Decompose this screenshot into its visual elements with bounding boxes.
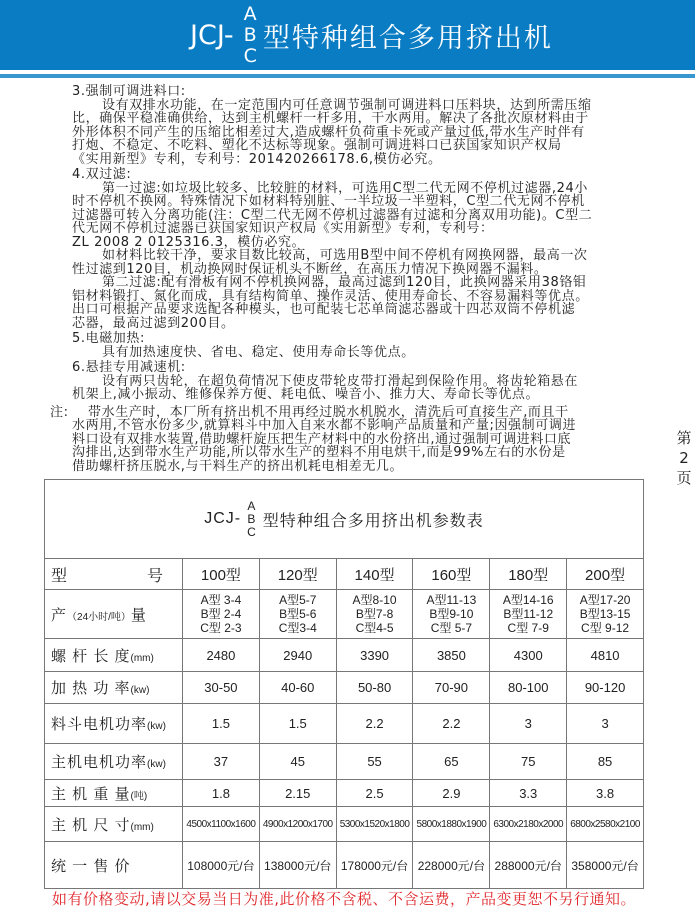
page-number [676, 428, 692, 488]
table-row [45, 559, 644, 590]
paragraph-line: 外形体积不同产生的压缩比相差过大,造成螺杆负荷重卡死或产量过低,带水生产时伴有 [72, 124, 585, 140]
table-cell: 358000元/台 [567, 842, 644, 889]
table-row [45, 780, 644, 807]
cell-line: B型5-6 [279, 607, 317, 621]
table-cell [567, 590, 644, 639]
cell-line: C型4-5 [355, 621, 394, 635]
title-variants [244, 4, 257, 67]
table-cell [183, 590, 260, 639]
section [72, 85, 652, 166]
variant-c: C [243, 44, 257, 67]
section [72, 168, 652, 330]
table-cell: 30-50 [183, 672, 260, 704]
row-label-unit: (mm) [130, 821, 154, 833]
paragraph-line: 性过滤到120目，机动换网时保证机头不断丝，在高压力情况下换网器不漏料。 [72, 261, 548, 277]
table-title-text: 型特种组合多用挤出机参数表 [262, 512, 484, 530]
table-cell: 200型 [567, 559, 644, 590]
paragraph-line: 具有加热速度快、省电、稳定、使用寿命长等优点。 [102, 344, 415, 360]
row-label-text: 加 热 功 率 [51, 680, 131, 697]
table-cell: 3 [567, 704, 644, 744]
table-cell: 90-120 [567, 672, 644, 704]
table-cell: 4900x1200x1700 [259, 807, 336, 842]
cell-line: A型11-13 [426, 593, 477, 607]
table-cell: 5300x1520x1800 [336, 807, 413, 842]
table-row [45, 704, 644, 744]
table-cell: 228000元/台 [413, 842, 490, 889]
table-cell [259, 590, 336, 639]
table-cell: 37 [183, 744, 260, 780]
paragraph-line: 过滤器可转入分离功能(注：C型二代无网不停机过滤器有过滤和分离双用功能)。C型二 [72, 207, 593, 223]
row-label-text: 主 机 尺 寸 [51, 816, 131, 834]
paragraph-line: 比，确保平稳准确供给，达到主机螺杆一杆多用，干水两用。解决了各批次原材料由于 [72, 111, 589, 126]
table-cell [490, 590, 567, 639]
table-cell: 1.5 [259, 704, 336, 744]
cell-line: A型 3-4 [200, 593, 242, 607]
parameter-table [44, 479, 644, 889]
variant-b: B [247, 511, 257, 526]
cell-line: B型9-10 [429, 607, 474, 621]
row-label-unit: (kw) [147, 721, 166, 732]
paragraph-line: 打炮、不稳定、不吃料、塑化不达标等现象。强制可调进料口已获国家知识产权局 [72, 138, 562, 153]
section-heading: 6.悬挂专用减速机: [72, 360, 186, 375]
table-cell: 4810 [567, 639, 644, 672]
table-cell: 2940 [259, 639, 336, 672]
table-cell: 80-100 [490, 672, 567, 704]
row-label-text: 产 [51, 606, 68, 624]
paragraph-line: 铝材料锻打、氮化而成，具有结构简单、操作灵活、使用寿命长、不容易漏料等优点。 [72, 288, 589, 304]
row-label-unit: (kw) [147, 759, 166, 770]
note-label: 注: [50, 404, 69, 420]
variant-a: A [247, 498, 257, 513]
table-cell: 55 [336, 744, 413, 780]
divider [0, 74, 695, 78]
table-cell: 2.2 [336, 704, 413, 744]
table-cell: 45 [259, 744, 336, 780]
paragraph-line: 代无网不停机过滤器已获国家知识产权局《实用新型》专利，专利号： [72, 221, 494, 236]
paragraph-line: ZL 2008 2 0125316.3，模仿必究。 [72, 234, 306, 250]
table-row [45, 672, 644, 704]
row-label [45, 807, 183, 842]
row-label-unit: (吨) [130, 790, 148, 802]
table-cell: 85 [567, 744, 644, 780]
paragraph-line: 时不停机不换网。特殊情况下如材料特别脏、一半垃圾一半塑料，C型二代无网不停机 [72, 194, 585, 209]
note-line: 带水生产时，本厂所有挤出机不用再经过脱水机脱水，清洗后可直接生产,而且干 [88, 404, 569, 420]
price-warning: 如有价格变动,请以交易当日为准,此价格不含税、不含运费，产品变更恕不另行通知。 [52, 890, 637, 908]
table-cell: 75 [490, 744, 567, 780]
paragraph-line: 出口可根据产品要求选配各种模头，也可配装七芯单筒滤芯器或十四芯双筒不停机滤 [72, 302, 576, 317]
table-cell: 6800x2580x2100 [567, 807, 644, 842]
paragraph-line: 芯器，最高过滤到200目。 [72, 315, 235, 331]
cell-line: A型8-10 [352, 593, 397, 607]
table-cell: 2.9 [413, 780, 490, 807]
table-title [45, 480, 644, 559]
row-label-text: 型 号 [51, 567, 164, 585]
table-cell: 6300x2180x2000 [490, 807, 567, 842]
cell-line: C型 7-9 [507, 621, 549, 635]
row-label-text: 主机电机功率 [51, 754, 148, 771]
table-row [45, 807, 644, 842]
table-cell: 138000元/台 [259, 842, 336, 889]
variant-a: A [243, 2, 257, 25]
table-cell: 108000元/台 [183, 842, 260, 889]
row-label [45, 639, 183, 672]
page-prefix: 第 [676, 429, 692, 447]
table-cell: 3 [490, 704, 567, 744]
table-title-variants [247, 500, 257, 539]
row-label-unit: (mm) [130, 652, 154, 664]
note-line: 水两用,不管水份多少,就算料斗中加入自来水都不影响产品质量和产量;因强制可调进 [72, 418, 577, 433]
cell-line: A型14-16 [502, 593, 554, 607]
cell-line: C型3-4 [278, 621, 317, 635]
row-label [45, 744, 183, 780]
table-title-prefix: JCJ- [204, 510, 242, 527]
row-label-text2: 量 [130, 606, 147, 624]
title-text: 型特种组合多用挤出机 [262, 22, 553, 54]
paragraph-line: 机架上,减小振动、维修保养方便、耗电低、噪音小、推力大、寿命长等优点。 [72, 387, 540, 402]
paragraph-line: 第一过滤:如垃圾比较多、比较脏的材料，可选用C型二代无网不停机过滤器,24小 [102, 180, 588, 196]
table-cell: 180型 [490, 559, 567, 590]
section-heading: 4.双过滤: [72, 167, 132, 182]
paragraph-line: 设有两只齿轮，在超负荷情况下使皮带轮皮带打滑起到保险作用。将齿轮箱悬在 [102, 373, 579, 389]
row-label [45, 780, 183, 807]
page-content [0, 83, 695, 908]
table-cell: 178000元/台 [336, 842, 413, 889]
paragraph-line: 设有双排水功能，在一定范围内可任意调节强制可调进料口压料块，达到所需压缩 [102, 97, 592, 113]
row-label [45, 559, 183, 590]
table-cell: 140型 [336, 559, 413, 590]
cell-line: A型17-20 [579, 593, 631, 607]
row-label [45, 842, 183, 889]
table-cell: 65 [413, 744, 490, 780]
row-label-unit: (kw) [130, 685, 150, 696]
table-cell [336, 590, 413, 639]
row-label [45, 590, 183, 639]
title-prefix: JCJ- [190, 19, 234, 51]
row-label [45, 704, 183, 744]
table-cell: 4500x1100x1600 [183, 807, 260, 842]
header-banner [0, 0, 695, 70]
table-row [45, 639, 644, 672]
page-suffix: 页 [676, 469, 692, 487]
table-cell: 2.15 [259, 780, 336, 807]
table-cell: 3.8 [567, 780, 644, 807]
table-cell: 2.2 [413, 704, 490, 744]
variant-b: B [243, 23, 257, 46]
cell-line: B型7-8 [355, 607, 394, 621]
row-label-text: 统 一 售 价 [51, 857, 131, 875]
table-cell: 4300 [490, 639, 567, 672]
cell-line: C型 5-7 [430, 621, 473, 635]
table-cell: 3390 [336, 639, 413, 672]
table-cell: 3.3 [490, 780, 567, 807]
table-row [45, 842, 644, 889]
cell-line: B型 2-4 [200, 607, 242, 621]
note [50, 406, 695, 474]
paragraph-line: 如材料比较干净，要求目数比较高，可选用B型中间不停机有网换网器，最高一次 [102, 248, 588, 263]
page-title [190, 0, 553, 70]
table-row [45, 744, 644, 780]
table-cell: 2480 [183, 639, 260, 672]
table-cell: 50-80 [336, 672, 413, 704]
section-heading: 3.强制可调进料口: [72, 84, 186, 99]
row-label-text: 主 机 重 量 [51, 785, 131, 803]
table-row [45, 590, 644, 639]
paragraph-line: 第二过滤:配有滑板有网不停机换网器，最高过滤到120目，此换网器采用38铬钼 [102, 275, 587, 290]
row-label-unit: （24小时/吨） [67, 611, 131, 623]
row-label-text: 螺 杆 长 度 [51, 647, 131, 665]
table-cell: 5800x1880x1900 [413, 807, 490, 842]
section-heading: 5.电磁加热: [72, 331, 145, 346]
table-cell: 70-90 [413, 672, 490, 704]
cell-line: B型13-15 [579, 607, 631, 621]
table-cell: 120型 [259, 559, 336, 590]
table-cell: 3850 [413, 639, 490, 672]
page-value: 2 [679, 449, 689, 467]
variant-c: C [247, 524, 257, 539]
section [72, 332, 652, 359]
table-cell [413, 590, 490, 639]
table-cell: 288000元/台 [490, 842, 567, 889]
cell-line: B型11-12 [503, 607, 554, 621]
row-label-text: 料斗电机功率 [51, 716, 148, 733]
table-cell: 1.8 [183, 780, 260, 807]
paragraph-line: 《实用新型》专利，专利号：201420266178.6,模仿必究。 [72, 151, 442, 167]
table-cell: 160型 [413, 559, 490, 590]
feature-sections [72, 85, 652, 402]
table-cell: 1.5 [183, 704, 260, 744]
cell-line: C型 9-12 [581, 621, 630, 635]
row-label [45, 672, 183, 704]
note-text [72, 406, 695, 474]
note-line: 借助螺杆挤压脱水,与干料生产的挤出机耗电相差无几。 [72, 458, 404, 474]
cell-line: A型5-7 [279, 593, 317, 607]
note-line: 沟排出,达到带水生产功能,所以带水生产的塑料不用电烘干,而是99%左右的水份是 [72, 445, 566, 460]
table-cell: 2.5 [336, 780, 413, 807]
table-cell: 100型 [183, 559, 260, 590]
table-cell: 40-60 [259, 672, 336, 704]
note-line: 料口设有双排水装置,借助螺杆旋压把生产材料中的水份挤出,通过强制可调进料口底 [72, 431, 572, 447]
section [72, 361, 652, 402]
cell-line: C型 2-3 [200, 621, 242, 635]
